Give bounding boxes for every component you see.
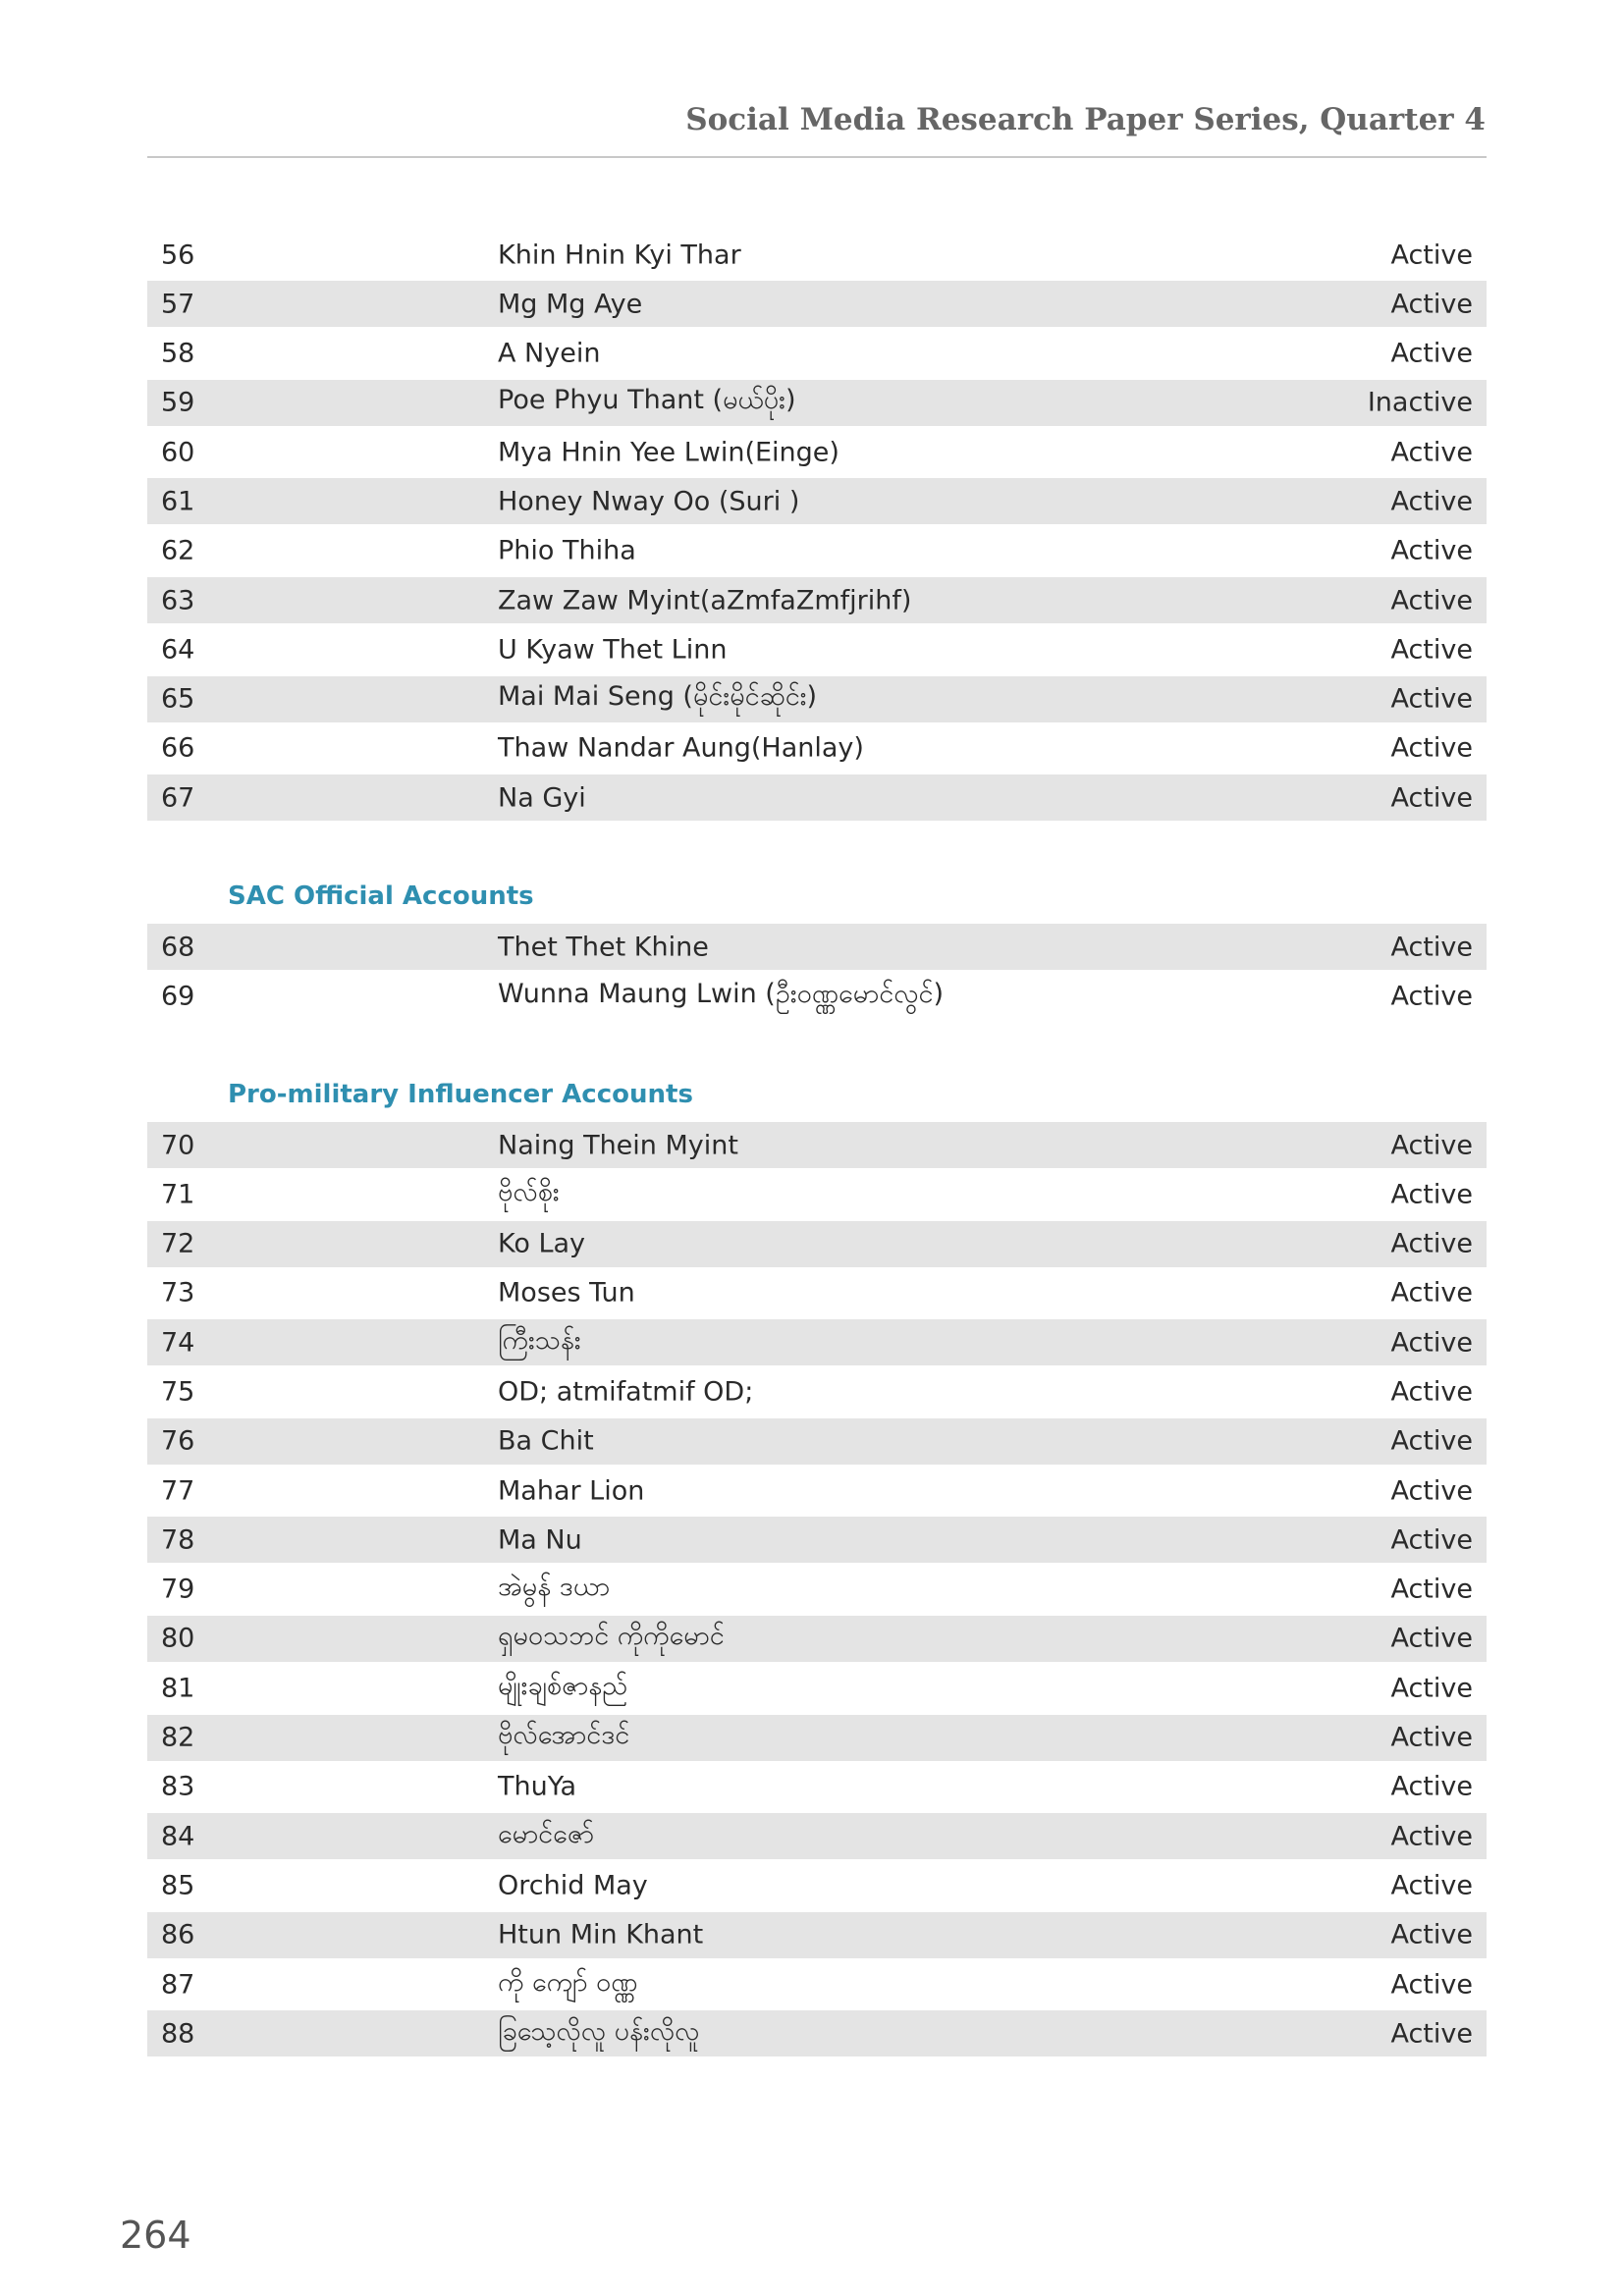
row-number: 78 (161, 1524, 195, 1556)
row-number: 66 (161, 732, 195, 764)
account-name: OD; atmifatmif OD; (498, 1376, 754, 1408)
row-number: 81 (161, 1673, 195, 1704)
account-status: Active (1390, 585, 1473, 616)
table-row (147, 973, 1487, 1019)
account-status: Active (1390, 289, 1473, 320)
table-row (147, 232, 1487, 278)
account-name: Na Gyi (498, 782, 586, 814)
account-name: ဗိုလ်အောင်ဒင် (498, 1720, 630, 1751)
account-status: Active (1390, 486, 1473, 517)
table-row (147, 1961, 1487, 2007)
account-status: Active (1390, 1574, 1473, 1605)
account-status: Active (1390, 932, 1473, 962)
account-status: Active (1390, 1524, 1473, 1556)
account-status: Active (1390, 1623, 1473, 1654)
table-row (147, 1368, 1487, 1415)
table-row (147, 1764, 1487, 1810)
account-status: Active (1390, 1228, 1473, 1259)
table-row (147, 577, 1487, 623)
account-status: Active (1390, 1179, 1473, 1210)
table-row (147, 924, 1487, 970)
table-row (147, 478, 1487, 524)
table-row (147, 774, 1487, 821)
account-name: ရှမဝသဘင် ကိုကိုမောင် (498, 1621, 725, 1652)
page-number: 264 (120, 2214, 191, 2257)
account-name: Wunna Maung Lwin (ဦးဝဏ္ဏမောင်လွင်) (498, 978, 945, 1009)
row-number: 73 (161, 1277, 195, 1308)
account-name: Htun Min Khant (498, 1919, 704, 1950)
account-status: Active (1390, 1870, 1473, 1901)
account-name: Naing Thein Myint (498, 1130, 738, 1160)
account-status: Active (1390, 981, 1473, 1012)
table-row (147, 1418, 1487, 1465)
account-status: Active (1390, 1969, 1473, 2001)
account-name: A Nyein (498, 338, 601, 369)
account-name: Phio Thiha (498, 535, 636, 566)
account-status: Active (1390, 338, 1473, 369)
account-status: Active (1390, 1722, 1473, 1753)
account-status: Active (1390, 1771, 1473, 1802)
table-row (147, 1122, 1487, 1168)
account-name: Honey Nway Oo (Suri ) (498, 486, 800, 517)
table-row (147, 626, 1487, 672)
row-number: 57 (161, 289, 195, 320)
account-status: Active (1390, 634, 1473, 666)
table-row (147, 1715, 1487, 1761)
row-number: 65 (161, 683, 195, 715)
row-number: 58 (161, 338, 195, 369)
row-number: 77 (161, 1475, 195, 1507)
account-name: U Kyaw Thet Linn (498, 634, 728, 666)
row-number: 61 (161, 486, 195, 517)
account-status: Active (1390, 732, 1473, 764)
table-row (147, 1813, 1487, 1859)
account-name: Poe Phyu Thant (မယ်ပိုး) (498, 385, 796, 416)
row-number: 83 (161, 1771, 195, 1802)
accounts-table-sac-official (147, 924, 1487, 1023)
row-number: 62 (161, 535, 195, 566)
row-number: 75 (161, 1376, 195, 1408)
account-status: Active (1390, 535, 1473, 566)
header-divider (147, 156, 1487, 158)
account-name: Khin Hnin Kyi Thar (498, 240, 741, 270)
running-header-title: Social Media Research Paper Series, Quarter 4 (685, 102, 1486, 137)
row-number: 64 (161, 634, 195, 666)
table-row (147, 725, 1487, 772)
table-row (147, 1468, 1487, 1514)
row-number: 84 (161, 1821, 195, 1852)
row-number: 67 (161, 782, 195, 814)
table-row (147, 1567, 1487, 1613)
row-number: 79 (161, 1574, 195, 1605)
account-name: ကို ကျော် ဝဏ္ဏ (498, 1966, 638, 1998)
account-name: ခြသေ့လိုလူ ပန်းလိုလူ (498, 2015, 700, 2047)
account-status: Active (1390, 1425, 1473, 1457)
table-row (147, 429, 1487, 475)
account-status: Active (1390, 1130, 1473, 1160)
account-status: Active (1390, 1277, 1473, 1308)
row-number: 82 (161, 1722, 195, 1753)
account-name: ThuYa (498, 1771, 577, 1802)
table-row (147, 380, 1487, 426)
account-status: Active (1390, 1919, 1473, 1950)
row-number: 71 (161, 1179, 195, 1210)
account-status: Active (1390, 1821, 1473, 1852)
account-status: Active (1390, 1376, 1473, 1408)
account-name: Mahar Lion (498, 1475, 645, 1507)
table-row (147, 1171, 1487, 1217)
account-name: မောင်ဇော် (498, 1818, 594, 1849)
account-name: Ba Chit (498, 1425, 594, 1457)
row-number: 85 (161, 1870, 195, 1901)
table-row (147, 331, 1487, 377)
table-row (147, 1221, 1487, 1267)
table-row (147, 1517, 1487, 1563)
account-name: Ma Nu (498, 1524, 582, 1556)
row-number: 68 (161, 932, 195, 962)
row-number: 60 (161, 437, 195, 468)
account-status: Active (1390, 1327, 1473, 1359)
section-heading-sac-official: SAC Official Accounts (228, 881, 534, 911)
row-number: 87 (161, 1969, 195, 2001)
account-status: Active (1390, 782, 1473, 814)
table-row (147, 1319, 1487, 1365)
table-row (147, 2010, 1487, 2056)
account-name: Mg Mg Aye (498, 289, 643, 320)
table-row (147, 528, 1487, 574)
account-name: Zaw Zaw Myint(aZmfaZmfjrihf) (498, 585, 912, 616)
table-row (147, 281, 1487, 327)
account-name: Moses Tun (498, 1277, 635, 1308)
row-number: 76 (161, 1425, 195, 1457)
table-row (147, 1616, 1487, 1662)
account-name: ကြီးသန်း (498, 1324, 581, 1356)
account-name: Thet Thet Khine (498, 932, 709, 962)
account-name: Ko Lay (498, 1228, 586, 1259)
row-number: 63 (161, 585, 195, 616)
row-number: 56 (161, 240, 195, 270)
row-number: 72 (161, 1228, 195, 1259)
account-status: Active (1390, 683, 1473, 715)
table-row (147, 1665, 1487, 1711)
row-number: 88 (161, 2018, 195, 2050)
row-number: 59 (161, 387, 195, 418)
accounts-table-top (147, 232, 1487, 825)
row-number: 74 (161, 1327, 195, 1359)
row-number: 86 (161, 1919, 195, 1950)
account-name: အဲမွန် ဒယာ (498, 1572, 611, 1603)
table-row (147, 676, 1487, 722)
row-number: 70 (161, 1130, 195, 1160)
account-status: Inactive (1367, 387, 1473, 418)
account-name: Thaw Nandar Aung(Hanlay) (498, 732, 864, 764)
accounts-table-pro-military (147, 1122, 1487, 2060)
account-status: Active (1390, 437, 1473, 468)
account-name: Orchid May (498, 1870, 648, 1901)
account-name: ဗိုလ်စိုး (498, 1176, 560, 1207)
account-status: Active (1390, 2018, 1473, 2050)
section-heading-pro-military: Pro-military Influencer Accounts (228, 1080, 693, 1109)
table-row (147, 1270, 1487, 1316)
account-name: Mai Mai Seng (မိုင်းမိုင်ဆိုင်း) (498, 681, 818, 713)
table-row (147, 1862, 1487, 1908)
row-number: 80 (161, 1623, 195, 1654)
account-status: Active (1390, 240, 1473, 270)
account-status: Active (1390, 1673, 1473, 1704)
account-status: Active (1390, 1475, 1473, 1507)
table-row (147, 1912, 1487, 1958)
row-number: 69 (161, 981, 195, 1012)
account-name: Mya Hnin Yee Lwin(Einge) (498, 437, 839, 468)
account-name: မျိုးချစ်ဇာနည် (498, 1670, 628, 1701)
